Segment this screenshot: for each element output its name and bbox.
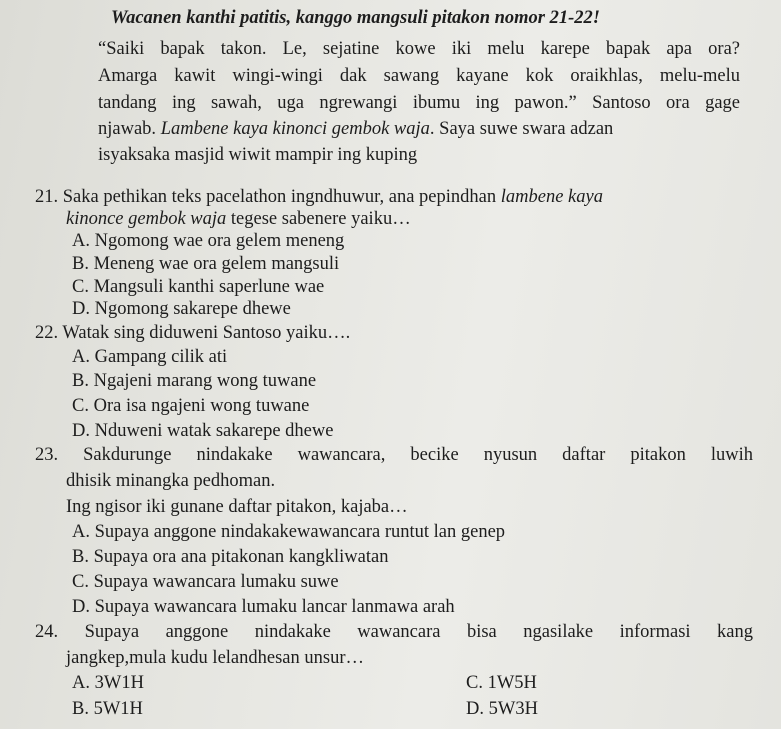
question-22-option-c: C. Ora isa ngajeni wong tuwane [72,396,310,416]
question-24-option-c: C. 1W5H [466,673,537,693]
question-21-stem-line-2 [66,208,411,230]
question-21-option-d: D. Ngomong sakarepe dhewe [72,299,291,319]
question-22-option-b: B. Ngajeni marang wong tuwane [72,371,317,391]
question-23-option-b: B. Supaya ora ana pitakonan kangkliwatan [72,547,389,567]
passage-line-4 [98,118,613,140]
passage-line-5: isyaksaka masjid wiwit mampir ing kuping [98,145,418,165]
passage-line-4-start: njawab. [98,119,161,139]
question-24-option-d: D. 5W3H [466,699,538,719]
question-22-option-a: A. Gampang cilik ati [72,347,228,367]
passage-line-2: Amarga kawit wingi-wingi dak sawang kayane kok oraikhlas, melu-melu [98,66,740,86]
question-23-option-c: C. Supaya wawancara lumaku suwe [72,572,339,592]
question-21-stem-line-1 [35,186,603,208]
question-21-stem-end: tegese sabenere yaiku… [226,209,411,229]
question-21-option-a: A. Ngomong wae ora gelem meneng [72,231,345,251]
question-23-option-a: A. Supaya anggone nindakakewawancara runtut lan genep [72,522,506,542]
question-24-option-a: A. 3W1H [72,673,144,693]
question-24-stem-line-2: jangkep,mula kudu lelandhesan unsur… [66,648,364,668]
question-22-option-d: D. Nduweni watak sakarepe dhewe [72,421,334,441]
question-23-option-d: D. Supaya wawancara lumaku lancar lanmawa arah [72,597,455,617]
question-21-idiom: lambene kaya [500,187,603,207]
question-21-idiom-cont: kinonce gembok waja [66,209,227,229]
question-23-stem-line-1: 23. Sakdurunge nindakake wawancara, becike nyusun daftar pitakon luwih [35,445,753,465]
question-21-option-c: C. Mangsuli kanthi saperlune wae [72,277,325,297]
passage-line-3: tandang ing sawah, uga ngrewangi ibumu ing pawon.” Santoso ora gage [98,93,740,113]
passage-line-1: “Saiki bapak takon. Le, sejatine kowe iki melu karepe bapak apa ora? [98,39,740,59]
question-23-stem-line-2: dhisik minangka pedhoman. [66,471,276,491]
question-21-option-b: B. Meneng wae ora gelem mangsuli [72,254,340,274]
passage-line-4-end: . Saya suwe swara adzan [429,119,614,139]
question-24-stem-line-1: 24. Supaya anggone nindakake wawancara bisa ngasilake informasi kang [35,622,753,642]
question-24-option-b: B. 5W1H [72,699,143,719]
question-23-stem-line-3: Ing ngisor iki gunane daftar pitakon, kajaba… [66,497,408,517]
instruction-title: Wacanen kanthi patitis, kanggo mangsuli pitakon nomor 21-22! [111,8,600,28]
passage-idiom: Lambene kaya kinonci gembok waja [160,119,430,139]
question-21-stem-start: 21. Saka pethikan teks pacelathon ingndhuwur, ana pepindhan [35,187,501,207]
question-22-stem: 22. Watak sing diduweni Santoso yaiku…. [35,323,351,343]
